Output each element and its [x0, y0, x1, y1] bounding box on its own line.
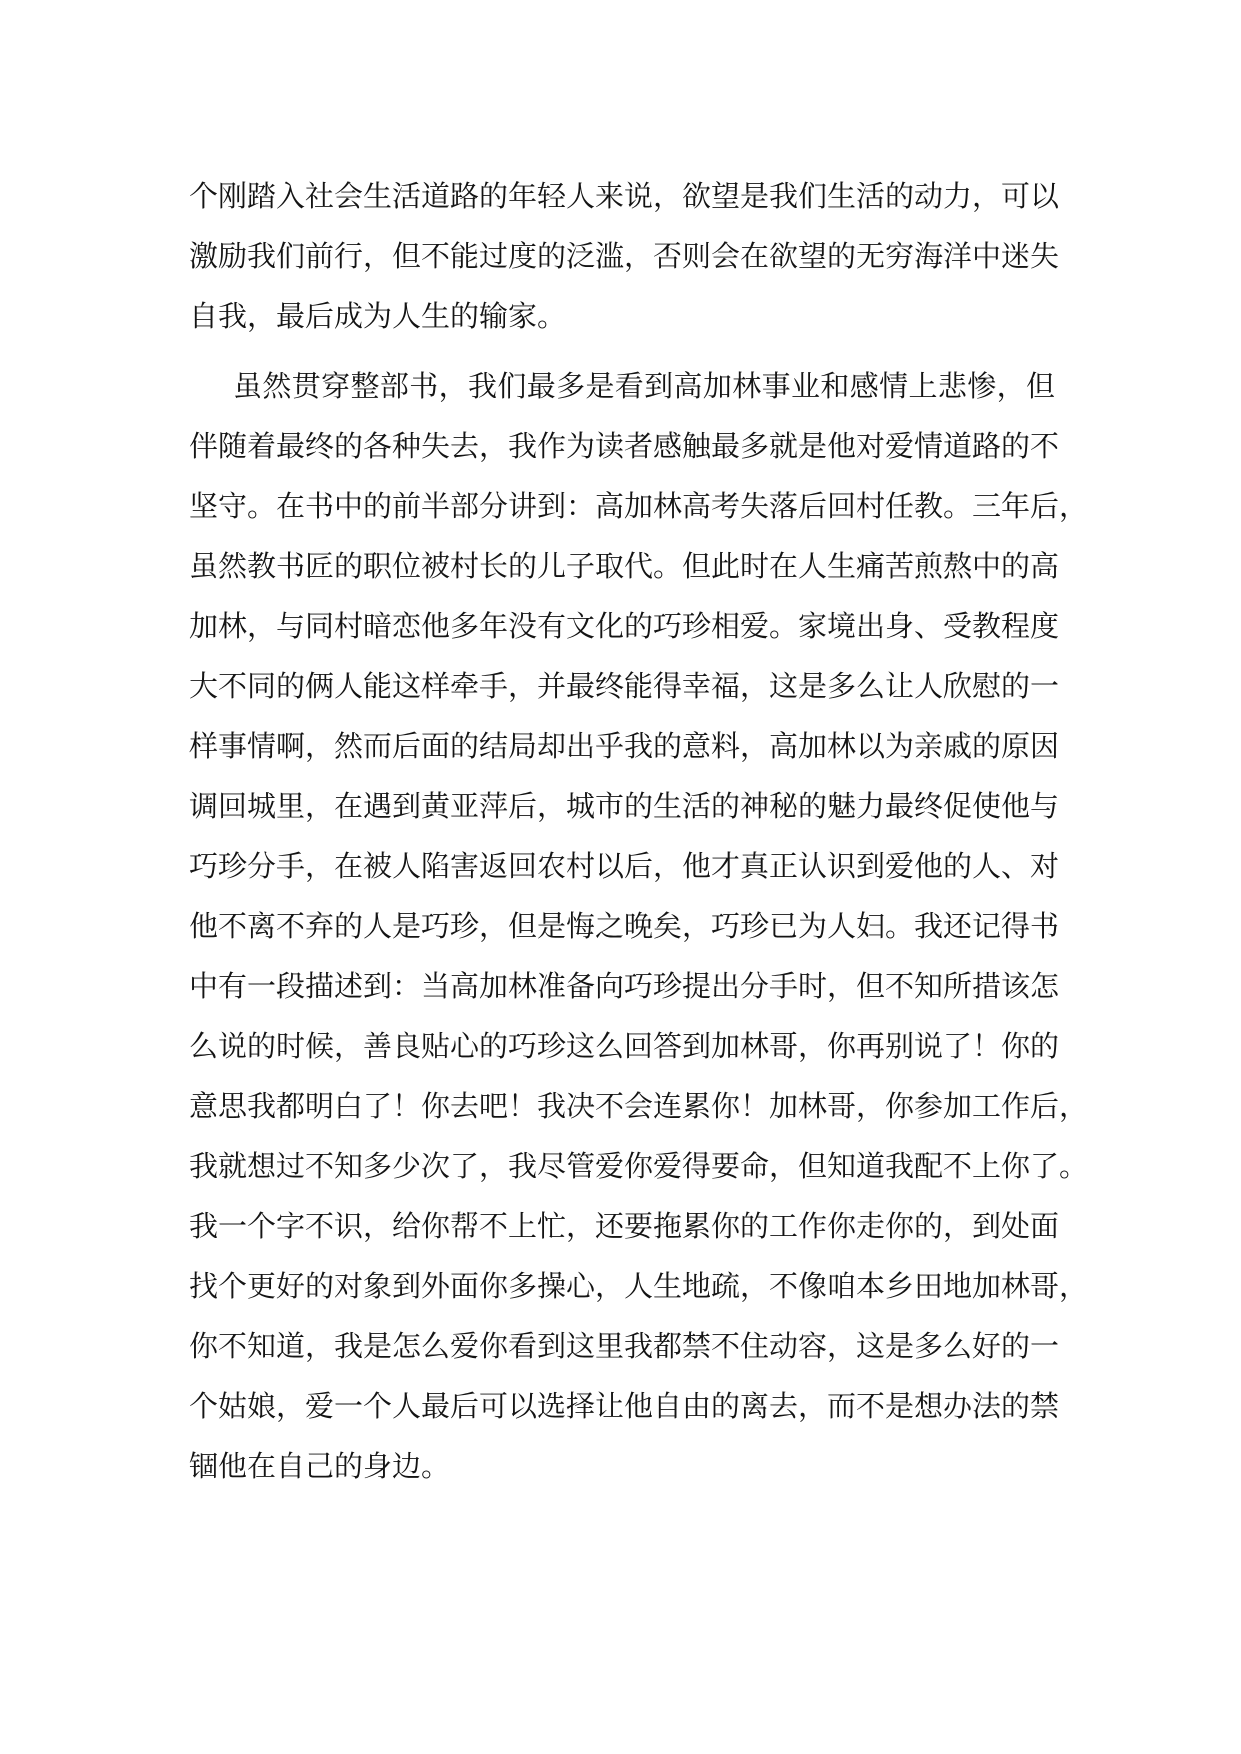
- text-line: 意思我都明白了！你去吧！我决不会连累你！加林哥，你参加工作后，: [189, 1089, 1089, 1123]
- paragraph-gap: [189, 346, 1055, 356]
- text-line: 虽然贯穿整部书，我们最多是看到高加林事业和感情上悲惨，但: [233, 369, 1055, 403]
- text-line: 加林，与同村暗恋他多年没有文化的巧珍相爱。家境出身、受教程度: [189, 609, 1060, 643]
- paragraph-1: [189, 166, 1060, 346]
- text-line: 他不离不弃的人是巧珍，但是悔之晚矣，巧珍已为人妇。我还记得书: [189, 909, 1060, 943]
- text-line: 虽然教书匠的职位被村长的儿子取代。但此时在人生痛苦煎熬中的高: [189, 549, 1060, 583]
- text-line: 激励我们前行，但不能过度的泛滥，否则会在欲望的无穷海洋中迷失: [189, 239, 1060, 273]
- text-line: 我一个字不识，给你帮不上忙，还要拖累你的工作你走你的，到处面: [189, 1209, 1060, 1243]
- text-line: 巧珍分手，在被人陷害返回农村以后，他才真正认识到爱他的人、对: [189, 849, 1060, 883]
- paragraph-2: [189, 356, 1089, 1496]
- text-line: 个刚踏入社会生活道路的年轻人来说，欲望是我们生活的动力，可以: [189, 179, 1060, 213]
- text-line: 我就想过不知多少次了，我尽管爱你爱得要命，但知道我配不上你了。: [189, 1149, 1089, 1183]
- text-line: 伴随着最终的各种失去，我作为读者感触最多就是他对爱情道路的不: [189, 429, 1060, 463]
- text-line: 中有一段描述到：当高加林准备向巧珍提出分手时，但不知所措该怎: [189, 969, 1060, 1003]
- text-line: 个姑娘，爱一个人最后可以选择让他自由的离去，而不是想办法的禁: [189, 1389, 1060, 1423]
- text-line: 自我，最后成为人生的输家。: [189, 299, 567, 333]
- text-line: 调回城里，在遇到黄亚萍后，城市的生活的神秘的魅力最终促使他与: [189, 789, 1060, 823]
- text-line: 找个更好的对象到外面你多操心，人生地疏，不像咱本乡田地加林哥，: [189, 1269, 1089, 1303]
- text-line: 么说的时候，善良贴心的巧珍这么回答到加林哥，你再别说了！你的: [189, 1029, 1060, 1063]
- text-line: 样事情啊，然而后面的结局却出乎我的意料，高加林以为亲戚的原因: [189, 729, 1060, 763]
- text-line: 坚守。在书中的前半部分讲到：高加林高考失落后回村任教。三年后，: [189, 489, 1089, 523]
- text-line: 锢他在自己的身边。: [189, 1449, 451, 1483]
- body-text: [189, 166, 1089, 1496]
- text-line: 你不知道，我是怎么爱你看到这里我都禁不住动容，这是多么好的一: [189, 1329, 1060, 1363]
- text-line: 大不同的俩人能这样牵手，并最终能得幸福，这是多么让人欣慰的一: [189, 669, 1060, 703]
